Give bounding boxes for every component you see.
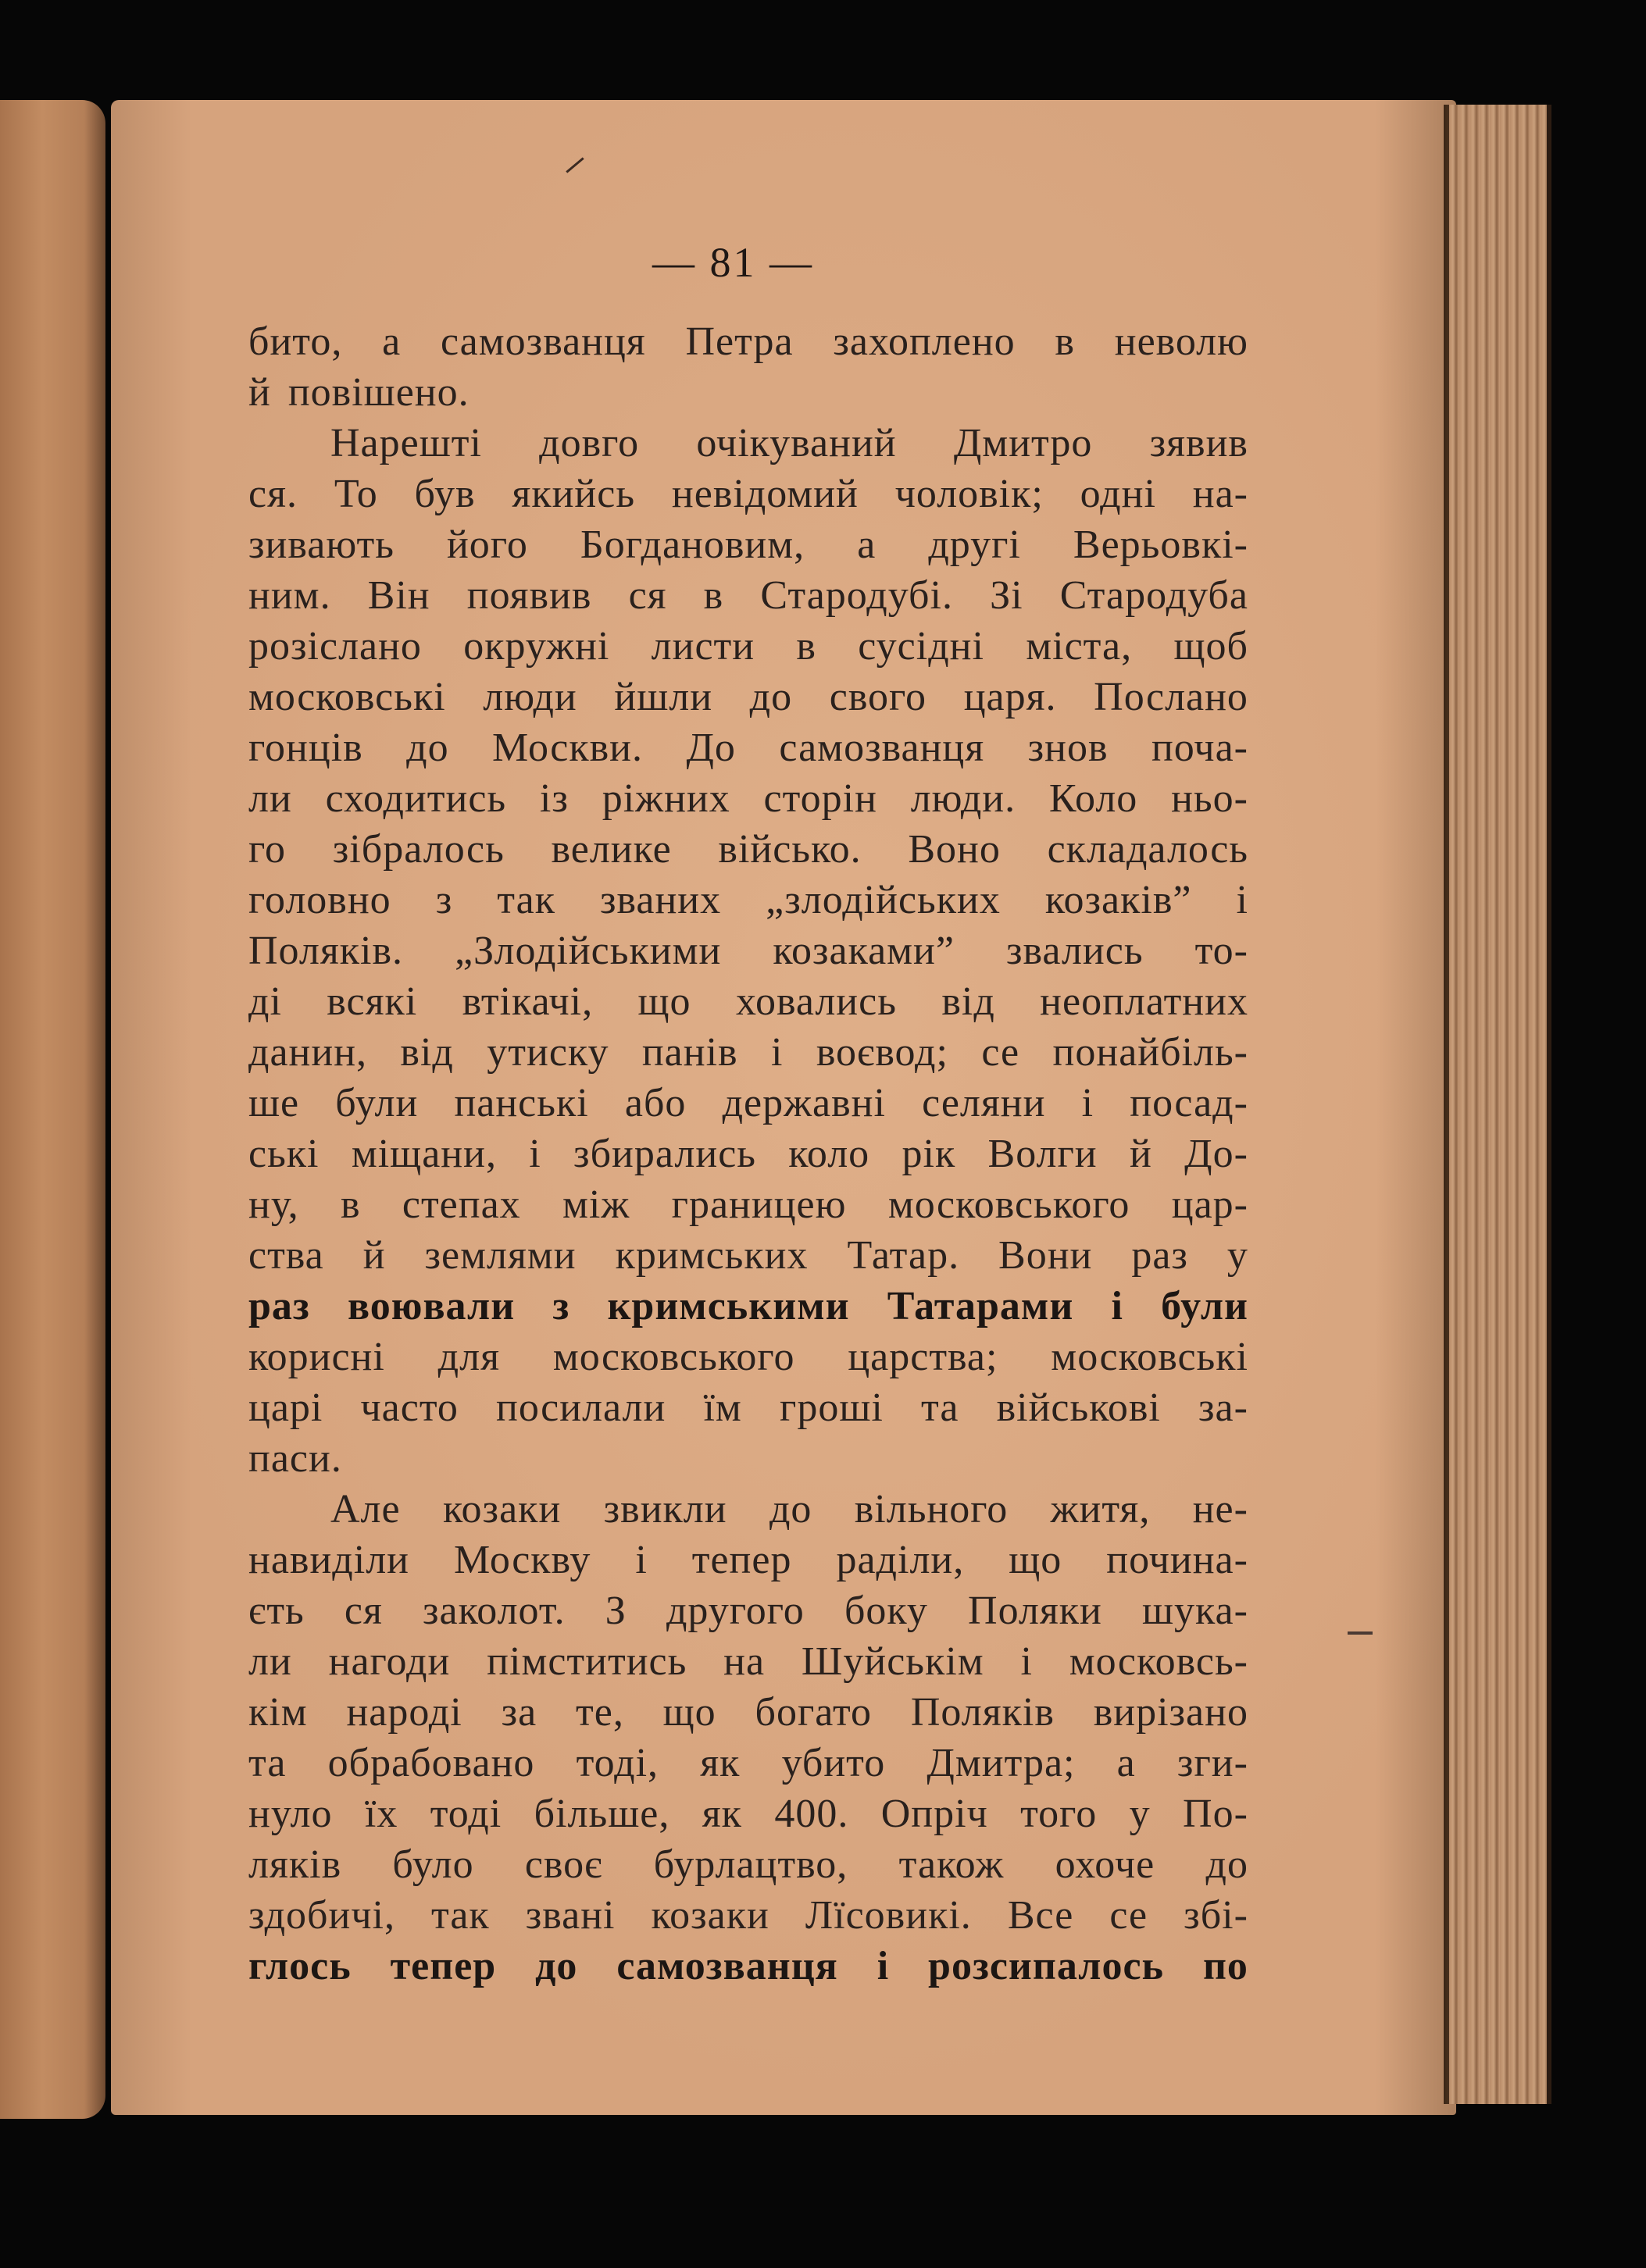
text-line: навиділи Москву і тепер раділи, що починa-	[248, 1538, 1248, 1582]
text-line: паси.	[248, 1436, 342, 1481]
text-line: ді всякі втікачі, що ховались від неоплатних	[248, 979, 1248, 1024]
text-line: царі часто посилали їм гроші та військові за-	[248, 1385, 1248, 1430]
text-line: й повішено.	[248, 370, 470, 415]
text-line: гонців до Москви. До самозванця знов поча-	[248, 726, 1248, 770]
text-line: головно з так званих „злодійських козаків” і	[248, 878, 1248, 922]
text-line: ну, в степах між границею московського цар-	[248, 1182, 1248, 1227]
text-line: ли сходитись із ріжних сторін люди. Коло ньо-	[248, 776, 1248, 821]
text-line: го зібралось велике військо. Воно складалось	[248, 827, 1248, 872]
text-line: Нарешті довго очікуваний Дмитро зявив	[330, 421, 1248, 465]
text-line: ше були панські або державні селяни і посад-	[248, 1081, 1248, 1125]
text-line: нуло їх тоді більше, як 400. Опріч того у По-	[248, 1792, 1248, 1836]
text-line: Поляків. „Злодійськими козаками” звались то-	[248, 929, 1248, 973]
text-line: єть ся заколот. З другого боку Поляки шука-	[248, 1589, 1248, 1633]
text-line: данин, від утиску панів і воєвод; се понайбіль-	[248, 1030, 1248, 1075]
previous-page-edge	[0, 100, 105, 2119]
page-number: — 81 —	[652, 239, 814, 286]
margin-mark	[1348, 1631, 1373, 1635]
text-line: ли нагоди пімститись на Шуйськім і московсь-	[248, 1639, 1248, 1684]
body-text	[248, 316, 1248, 1992]
page-stack-edge	[1449, 105, 1551, 2104]
text-line: раз воювали з кримськими Татарами і були	[248, 1284, 1248, 1328]
text-line: бито, а самозванця Петра захоплено в неволю	[248, 319, 1248, 364]
text-line: ним. Він появив ся в Стародубі. Зі Стародуба	[248, 573, 1248, 618]
text-line: ські міщани, і збирались коло рік Волги й До-	[248, 1132, 1248, 1176]
text-line: Але козаки звикли до вільного житя, не-	[330, 1487, 1248, 1532]
text-line: ся. То був якийсь невідомий чоловік; одні на-	[248, 472, 1248, 516]
text-line: ства й землями кримських Татар. Вони раз у	[248, 1233, 1248, 1278]
text-line: розіслано окружні листи в сусідні міста, щоб	[248, 624, 1248, 669]
text-line: корисні для московського царства; московські	[248, 1335, 1248, 1379]
text-line: зивають його Богдановим, а другі Верьовкі-	[248, 522, 1248, 567]
text-line: здобичі, так звані козаки Лїсовикі. Все се збі-	[248, 1893, 1248, 1938]
text-line: московські люди йшли до свого царя. Послано	[248, 675, 1248, 719]
text-line: кім народі за те, що богато Поляків вирізано	[248, 1690, 1248, 1735]
text-line: глось тепер до самозванця і розсипалось по	[248, 1944, 1248, 1988]
text-line: та обрабовано тоді, як убито Дмитра; а зги-	[248, 1741, 1248, 1785]
text-line: ляків було своє бурлацтво, також охоче до	[248, 1842, 1248, 1887]
